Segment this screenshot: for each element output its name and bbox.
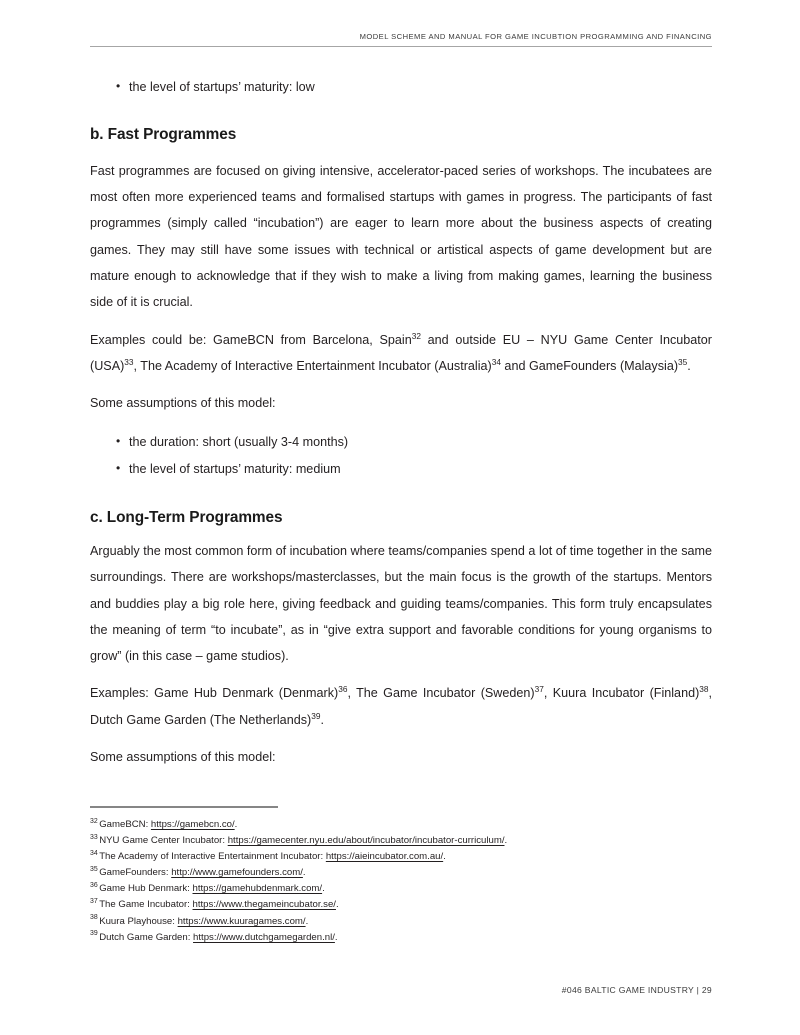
footnote-link[interactable]: https://www.dutchgamegarden.nl/ — [193, 931, 335, 943]
footnote-ref-36[interactable]: 36 — [338, 684, 348, 695]
footnote-marker: 35 — [90, 866, 98, 874]
section-heading-b: b. Fast Programmes — [90, 126, 237, 144]
footnote-label: NYU Game Center Incubator: — [99, 835, 228, 847]
footnote-entry — [90, 817, 712, 833]
footnote-tail: . — [504, 835, 508, 847]
footnote-link[interactable]: https://gamecenter.nyu.edu/about/incubator/incubator-curriculum/ — [227, 835, 505, 847]
footnote-ref-37[interactable]: 37 — [534, 684, 544, 695]
footnote-ref-38[interactable]: 38 — [699, 684, 709, 695]
examples-text-5: . — [687, 358, 691, 373]
examples-c-text-1: Examples: Game Hub Denmark (Denmark) — [90, 686, 339, 701]
footnote-marker: 34 — [90, 850, 98, 857]
footnote-entry — [90, 833, 712, 849]
examples-text-1: Examples could be: GameBCN from Barcelona, Spain — [90, 332, 412, 347]
footnote-entry — [90, 881, 712, 897]
footnote-ref-39[interactable]: 39 — [311, 710, 321, 721]
paragraph-fast-programmes-examples — [90, 327, 712, 380]
bullet-text: the level of startups’ maturity: medium — [129, 461, 341, 476]
bullet-text: the level of startups’ maturity: low — [129, 80, 315, 95]
examples-c-text-4: , Dutch Game Garden (The Netherlands) — [90, 686, 713, 727]
section-heading-c: c. Long-Term Programmes — [90, 508, 283, 526]
list-item — [90, 429, 712, 456]
page-content — [90, 0, 712, 770]
footnote-label: The Game Incubator: — [99, 899, 193, 911]
list-item — [90, 456, 712, 483]
running-header — [90, 0, 712, 41]
footnote-link[interactable]: https://aieincubator.com.au/ — [325, 851, 444, 863]
footnote-marker: 39 — [90, 930, 98, 938]
examples-text-4: and GameFounders (Malaysia) — [500, 358, 679, 373]
footnote-link[interactable]: https://gamebcn.co/ — [150, 819, 235, 830]
footnote-list — [90, 817, 712, 946]
bullet-list-fast — [90, 429, 712, 483]
running-header-title: MODEL SCHEME AND MANUAL FOR GAME INCUBTION PROGRAMMING AND FINANCING — [359, 32, 712, 41]
footnote-entry — [90, 865, 712, 881]
examples-c-text-2: , The Game Incubator (Sweden) — [347, 686, 535, 701]
bullet-list-top — [90, 74, 712, 101]
footnote-ref-35[interactable]: 35 — [678, 356, 688, 367]
footnote-link[interactable]: https://www.thegameincubator.se/ — [192, 899, 336, 911]
footnote-tail: . — [322, 883, 325, 895]
footnote-entry — [90, 897, 712, 913]
footnotes-section — [90, 806, 712, 946]
footnote-label: Game Hub Denmark: — [99, 883, 193, 895]
footnote-entry — [90, 930, 712, 946]
footnote-tail: . — [302, 867, 306, 879]
footnote-link[interactable]: https://www.kuuragames.com/ — [177, 915, 306, 927]
bullet-text: the duration: short (usually 3-4 months) — [129, 434, 349, 449]
page-footer-text: #046 BALTIC GAME INDUSTRY | 29 — [561, 985, 712, 995]
footnote-marker: 32 — [90, 817, 98, 825]
footnote-entry — [90, 849, 712, 865]
footnote-entry — [90, 914, 712, 930]
examples-c-text-3: , Kuura Incubator (Finland) — [543, 686, 700, 701]
page-footer — [90, 980, 712, 998]
footnote-tail: . — [334, 931, 338, 943]
footnote-ref-34[interactable]: 34 — [491, 356, 501, 367]
examples-text-3: , The Academy of Interactive Entertainment Incubator (Australia) — [133, 358, 492, 373]
footnote-tail: . — [335, 899, 339, 911]
footnote-marker: 37 — [90, 898, 98, 906]
footnote-tail: . — [234, 819, 238, 830]
footnote-marker: 38 — [90, 914, 98, 922]
assumptions-label-b: Some assumptions of this model: — [90, 396, 276, 411]
examples-text-2: and outside EU – NYU Game Center Incubator (USA) — [90, 332, 712, 373]
footnote-ref-33[interactable]: 33 — [124, 356, 134, 367]
paragraph-fast-programmes-intro: Fast programmes are focused on giving intensive, accelerator-paced series of workshops. The incubatees are most often more experienced teams and formalised startups with games in progress. The participants of fast programmes (simply called “incubation”) are eager to learn more about the business aspects of creating games. They may still have some issues with technical or artistical aspects of game development but are mature enough to acknowledge that if they wish to make a living from making games, learning the business side of it is crucial. — [90, 163, 712, 310]
footnote-label: The Academy of Interactive Entertainment Incubator: — [99, 851, 326, 863]
footnote-marker: 33 — [90, 833, 98, 841]
list-item — [90, 74, 712, 101]
paragraph-long-term-intro: Arguably the most common form of incubation where teams/companies spend a lot of time together in the same surroundings. There are workshops/masterclasses, but the main focus is the growth of the startups. Mentors and buddies play a big role here, giving feedback and guiding teams/companies. This form truly encapsulates the meaning of term “to incubate”, as in “give extra support and favorable conditions for young organisms to grow” (in this case – game studios). — [90, 543, 712, 664]
footnote-separator — [90, 806, 278, 808]
body-area — [90, 74, 712, 770]
footnote-ref-32[interactable]: 32 — [411, 330, 421, 341]
footnote-link[interactable]: http://www.gamefounders.com/ — [171, 867, 303, 879]
footnote-tail: . — [305, 915, 309, 927]
examples-c-text-5: . — [320, 712, 324, 727]
paragraph-long-term-examples — [90, 680, 712, 733]
footnote-label: Dutch Game Garden: — [99, 931, 194, 943]
footnote-label: GameBCN: — [99, 819, 151, 830]
footnote-link[interactable]: https://gamehubdenmark.com/ — [192, 883, 323, 895]
assumptions-label-c: Some assumptions of this model: — [90, 750, 276, 765]
footnote-tail: . — [443, 851, 446, 863]
footnote-label: GameFounders: — [99, 867, 172, 879]
footnote-marker: 36 — [90, 882, 98, 890]
footnote-label: Kuura Playhouse: — [99, 915, 178, 927]
header-divider — [90, 46, 712, 47]
